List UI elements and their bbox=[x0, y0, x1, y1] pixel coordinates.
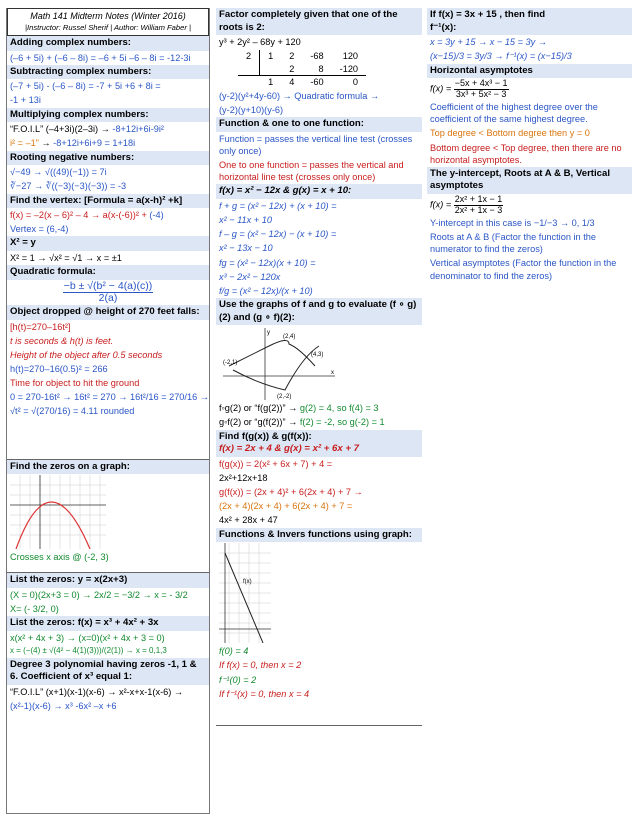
subtracting-complex-header: Subtracting complex numbers: bbox=[7, 65, 209, 80]
factor-line-3: (y-2)(y+10)(y-6) bbox=[219, 105, 284, 116]
ha-function bbox=[427, 78, 632, 100]
multiplying-complex-line-1 bbox=[7, 122, 209, 136]
vertex-h: (-6) bbox=[118, 210, 133, 221]
ops-line-3: f – g = (x² − 12x) − (x + 10) = bbox=[219, 229, 337, 240]
label-2-neg2: (2,-2) bbox=[277, 394, 292, 401]
one-to-one-header: Function & one to one function: bbox=[216, 117, 422, 132]
fog-result: g(2) = 4, so f(4) = 3 bbox=[299, 403, 379, 414]
yi-line-3: Vertical asymptotes (Factor the function in the denominator to find the zeros) bbox=[430, 258, 617, 281]
degree-3-header: Degree 3 polynomial having zeros -1, 1 & 6. Coefficient of x³ equal 1: bbox=[7, 658, 209, 685]
quadratic-denominator: 2(a) bbox=[98, 291, 118, 304]
yi-fraction bbox=[454, 195, 504, 215]
synthetic-division bbox=[238, 50, 366, 87]
gof-line bbox=[216, 415, 422, 429]
degree-3-line-1 bbox=[7, 685, 209, 699]
vertex-expr: f(x) = –2(x – 6)² – 4 → a(x- bbox=[10, 210, 119, 221]
composition-header-2: f(x) = 2x + 4 & g(x) = x² + 6x + 7 bbox=[219, 443, 359, 455]
quadratic-formula bbox=[7, 280, 209, 305]
arrow-icon: → bbox=[100, 124, 113, 135]
vertex-result: Vertex = (6,-4) bbox=[10, 224, 69, 235]
ops-line-4: x² − 13x − 10 bbox=[219, 243, 273, 254]
ha-fx-label: f(x) = bbox=[430, 83, 452, 94]
rooting-line-1: √−49 → √((49)(−1)) = 7i bbox=[10, 167, 107, 178]
inv-line-3: f⁻¹(0) = 2 bbox=[219, 674, 257, 685]
comp-line-2: 2x²+12x+18 bbox=[219, 473, 268, 484]
object-line-1: [h(t)=270–16t²] bbox=[10, 321, 71, 332]
title-box bbox=[7, 8, 209, 36]
rooting-negative-header: Rooting negative numbers: bbox=[7, 151, 209, 166]
column-2 bbox=[216, 8, 422, 726]
yi-line-1: Y-intercept in this case is −1/−3 → 0, 1/3 bbox=[430, 218, 595, 229]
x-squared-header: X² = y bbox=[7, 236, 209, 251]
comp-line-3: g(f(x)) = (2x + 4)² + 6(2x + 4) + 7 → bbox=[219, 487, 363, 498]
i-squared-note: i² = –1” bbox=[10, 138, 42, 149]
synthetic-row-3: 1 4 -60 0 bbox=[238, 75, 366, 88]
synthetic-row-2: 2 8 -120 bbox=[238, 63, 366, 76]
factor-polynomial: y³ + 2y² – 68y + 120 bbox=[219, 37, 301, 48]
divider bbox=[216, 725, 422, 726]
ops-line-5: fg = (x² − 12x)(x + 10) = bbox=[219, 257, 316, 268]
rooting-line-2: ∛−27 → ∛((−3)(−3)(−3)) = -3 bbox=[10, 181, 127, 192]
yi-numerator: 2x² + 1x − 1 bbox=[454, 194, 503, 205]
list-zeros-2-line-1 bbox=[7, 631, 209, 645]
ha-line-2: Top degree < Bottom degree then y = 0 bbox=[430, 128, 590, 139]
subtracting-complex-line-1: (–7 + 5i) - (–6 – 8i) = -7 + 5i +6 + 8i = bbox=[10, 81, 161, 92]
list-zeros-1-header: List the zeros: y = x(2x+3) bbox=[7, 573, 209, 588]
vertex-header: Find the vertex: [Formula = a(x-h)² +k] bbox=[7, 194, 209, 209]
label-4-3: (4,3) bbox=[311, 352, 324, 359]
ha-line-3: Bottom degree < Top degree, then there are no horizontal asymptotes. bbox=[430, 142, 622, 165]
vertex-mid: )² + bbox=[132, 210, 150, 221]
multiplying-complex-header: Multiplying complex numbers: bbox=[7, 108, 209, 123]
vertex-line-1 bbox=[7, 208, 209, 222]
list-zeros-2-line-2: x = (−(4) ± √(4² − 4(1)(3)))/(2(1)) → x = 0,1,3 bbox=[10, 646, 167, 656]
gof-label: g◦f(2) or “g(f(2))” → bbox=[219, 417, 300, 428]
x-axis-label: x bbox=[331, 370, 334, 377]
yi-fx-label: f(x) = bbox=[430, 199, 452, 210]
operations-header: f(x) = x² − 12x & g(x) = x + 10: bbox=[216, 184, 422, 199]
ops-line-7: f/g = (x² − 12x)/(x + 10) bbox=[219, 285, 313, 296]
subtracting-complex-line-2: -1 + 13i bbox=[10, 95, 41, 106]
graphs-evaluate-header: Use the graphs of f and g to evaluate (f ∘ g)(2) and (g ∘ f)(2): bbox=[216, 298, 422, 325]
page-subtitle: |Instructor: Russel Sherif | Author: William Faber | bbox=[25, 22, 191, 32]
column-1 bbox=[6, 8, 210, 814]
inverse-header-2: f⁻¹(x): bbox=[430, 21, 457, 33]
page-title: Math 141 Midterm Notes (Winter 2016) bbox=[30, 11, 186, 21]
arrow-icon: → bbox=[41, 138, 54, 149]
one-to-one-definition: One to one function = passes the vertical and horizontal line test (crosses only once) bbox=[219, 160, 404, 183]
factor-header: Factor completely given that one of the roots is 2: bbox=[216, 8, 422, 35]
comp-line-1: f(g(x)) = 2(x² + 6x + 7) + 4 = bbox=[219, 458, 333, 469]
fog-line bbox=[216, 401, 422, 415]
zeros-result: Crosses x axis @ (-2, 3) bbox=[10, 552, 109, 563]
inverse-header-1: If f(x) = 3x + 15 , then find bbox=[430, 9, 546, 20]
label-2-4: (2,4) bbox=[283, 334, 296, 341]
object-line-4: h(t)=270–16(0.5)² = 266 bbox=[10, 364, 108, 374]
foil-label: “F.O.I.L” (–4+3i)(2–3i) bbox=[10, 124, 101, 135]
comp-line-5: 4x² + 28x + 47 bbox=[219, 515, 278, 526]
parabola-graph bbox=[7, 474, 209, 550]
degree-3-line-2: (x²-1)(x-6) → x³ -6x² –x +6 bbox=[10, 701, 117, 712]
fog-label: f◦g(2) or “f(g(2))” → bbox=[219, 403, 300, 414]
quadratic-numerator: −b ± √(b² − 4(a)(c)) bbox=[63, 279, 153, 292]
fx-label: f(x) bbox=[243, 579, 252, 586]
vertex-k: (-4) bbox=[149, 210, 164, 221]
inv-line-1: f(0) = 4 bbox=[219, 646, 249, 657]
ha-line-1: Coefficient of the highest degree over the coefficient of the same highest degree. bbox=[430, 102, 598, 125]
composition-header-1: Find f(g(x)) & g(f(x)): bbox=[219, 430, 312, 442]
y-axis-label: y bbox=[267, 330, 270, 337]
adding-complex-header: Adding complex numbers: bbox=[7, 36, 209, 51]
ha-numerator: −5x + 4x³ − 1 bbox=[454, 78, 508, 89]
quadratic-formula-header: Quadratic formula: bbox=[7, 265, 209, 280]
multiplying-complex-line-2 bbox=[7, 136, 209, 150]
ops-line-1: f + g = (x² − 12x) + (x + 10) = bbox=[219, 201, 337, 212]
label-neg2-1: (-2,1) bbox=[223, 360, 238, 367]
ops-line-2: x² − 11x + 10 bbox=[219, 215, 272, 226]
inverse-line-1: x = 3y + 15 → x − 15 = 3y → bbox=[430, 37, 547, 48]
quadratic-fraction bbox=[63, 281, 154, 304]
object-line-5: Time for object to hit the ground bbox=[10, 378, 140, 389]
column-3 bbox=[427, 8, 632, 283]
parabola-plot bbox=[10, 475, 106, 549]
adding-complex-line: (–6 + 5i) + (–6 – 8i) = –6 + 5i –6 – 8i = -12-3i bbox=[10, 52, 191, 63]
synthetic-row-1: 2 1 2 -68 120 bbox=[246, 51, 359, 62]
ops-line-6: x³ − 2x² − 120x bbox=[219, 271, 281, 282]
inverse-plot bbox=[219, 543, 271, 643]
object-line-2: t is seconds & h(t) is feet. bbox=[10, 335, 114, 346]
list-zeros-1-line-2: X= (- 3/2, 0) bbox=[10, 604, 59, 615]
inverse-graph-header: Functions & Invers functions using graph: bbox=[216, 528, 422, 543]
fg-plot bbox=[219, 326, 339, 400]
x-squared-line: X² = 1 → √x² = √1 → x = ±1 bbox=[10, 253, 122, 264]
list-zeros-2-header: List the zeros: f(x) = x³ + 4x² + 3x bbox=[7, 616, 209, 631]
yi-denominator: 2x² + 1x − 3 bbox=[454, 204, 503, 215]
horizontal-asymptotes-header: Horizontal asymptotes bbox=[427, 64, 632, 79]
object-line-3: Height of the object after 0.5 seconds bbox=[10, 349, 163, 360]
factor-line-2: (y-2)(y²+4y-60) → Quadratic formula → bbox=[219, 90, 380, 101]
inv-line-4: If f⁻¹(x) = 0, then x = 4 bbox=[219, 688, 310, 699]
degree-3-foil: “F.O.I.L” (x+1)(x-1)(x-6) → x²-x+x-1(x-6) → bbox=[10, 686, 184, 697]
inverse-graph bbox=[216, 542, 422, 644]
i-squared-result: -8+12i+6i+9 = 1+18i bbox=[53, 138, 136, 149]
object-line-7: √t² = √(270/16) = 4.11 rounded bbox=[10, 406, 135, 417]
ha-fraction bbox=[454, 79, 509, 99]
ha-denominator: 3x³ + 5x² − 3 bbox=[455, 88, 507, 99]
list-zeros-1-line-1: (X = 0)(2x+3 = 0) → 2x/2 = −3/2 → x = - 3/2 bbox=[10, 590, 188, 601]
function-definition: Function = passes the vertical line test (crosses only once) bbox=[219, 133, 413, 156]
y-intercept-header: The y-intercept, Roots at A & B, Vertical asymptotes bbox=[427, 167, 632, 194]
zeros-graph-header: Find the zeros on a graph: bbox=[7, 460, 209, 475]
object-line-6: 0 = 270-16t² → 16t² = 270 → 16t²/16 = 270/16 → bbox=[10, 392, 209, 403]
yi-function bbox=[427, 194, 632, 216]
fg-graph bbox=[216, 325, 422, 401]
inverse-header bbox=[427, 8, 632, 35]
object-dropped-header: Object dropped @ height of 270 feet falls: bbox=[7, 305, 209, 320]
foil-result: -8+12i+6i-9i² bbox=[112, 124, 164, 135]
yi-line-2: Roots at A & B (Factor the function in the numerator to find the zeros) bbox=[430, 232, 596, 255]
composition-header bbox=[216, 430, 422, 457]
gof-result: f(2) = -2, so g(-2) = 1 bbox=[299, 417, 385, 428]
inverse-line-2: (x−15)/3 = 3y/3 → f⁻¹(x) = (x−15)/3 bbox=[430, 51, 572, 62]
list-zeros-2-factor: x(x² + 4x + 3) → (x=0)(x² + 4x + 3 = 0) bbox=[10, 632, 165, 643]
inv-line-2: If f(x) = 0, then x = 2 bbox=[219, 660, 302, 671]
comp-line-4: (2x + 4)(2x + 4) + 6(2x + 4) + 7 = bbox=[219, 501, 353, 512]
